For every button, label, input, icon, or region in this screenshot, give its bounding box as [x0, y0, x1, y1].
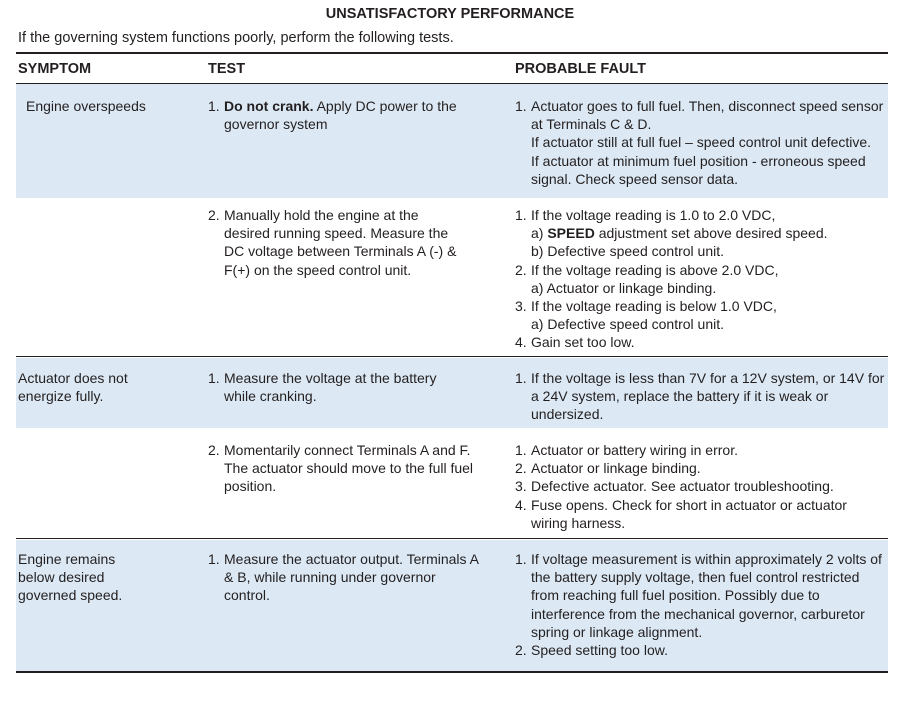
test-step — [208, 97, 483, 133]
fault-item — [515, 261, 891, 279]
fault-text: Actuator goes to full fuel. Then, disconnect speed sensor at Terminals C & D. — [531, 98, 884, 133]
step-text: Measure the voltage at the battery while cranking. — [224, 370, 437, 405]
fault-subitem: If actuator still at full fuel – speed control unit defective. — [531, 134, 872, 151]
fault-text: Actuator or battery wiring in error. — [531, 442, 738, 458]
fault-item — [515, 641, 887, 659]
fault-item — [515, 459, 885, 477]
fault-number: 1. — [515, 442, 527, 458]
fault-item — [515, 297, 891, 315]
fault-header: PROBABLE FAULT — [515, 61, 647, 77]
fault-item — [515, 97, 891, 133]
top-rule — [16, 52, 888, 54]
step-text: Measure the actuator output. Terminals A & B, while running under governor control. — [224, 551, 479, 604]
fault-text: Gain set too low. — [531, 334, 635, 351]
fault-number: 2. — [515, 460, 527, 477]
fault-item — [515, 496, 885, 532]
step-rest: Apply DC power to the governor system — [224, 98, 457, 133]
step-number: 1. — [208, 370, 220, 386]
fault-subitem: b) Defective speed control unit. — [531, 243, 724, 260]
fault-cell — [515, 369, 885, 424]
fault-cell — [515, 206, 891, 352]
fault-number: 3. — [515, 478, 527, 495]
test-cell — [208, 550, 480, 605]
page-title: UNSATISFACTORY PERFORMANCE — [325, 6, 575, 22]
fault-number: 1. — [515, 98, 527, 114]
step-text — [224, 97, 483, 133]
fault-sub-rest: adjustment set above desired speed. — [594, 225, 828, 242]
fault-number: 4. — [515, 496, 527, 513]
test-step — [208, 441, 483, 496]
test-cell — [208, 441, 483, 496]
test-step — [208, 550, 480, 605]
fault-number: 1. — [515, 370, 527, 386]
fault-cell — [515, 97, 891, 188]
test-cell — [208, 206, 468, 279]
symptom-cell: Actuator does not energize fully. — [18, 370, 128, 405]
fault-item — [515, 477, 885, 495]
fault-item — [515, 369, 885, 424]
fault-subitem — [515, 224, 891, 242]
step-number: 2. — [208, 442, 220, 458]
intro-text: If the governing system functions poorly, perform the following tests. — [18, 30, 454, 46]
fault-text: If the voltage is less than 7V for a 12V system, or 14V for a 24V system, replace the battery if it is weak or undersized. — [531, 370, 885, 423]
step-number: 1. — [208, 551, 220, 567]
fault-cell — [515, 441, 885, 532]
fault-cell — [515, 550, 887, 659]
test-cell — [208, 97, 483, 133]
fault-number: 3. — [515, 298, 527, 315]
fault-text: If the voltage reading is below 1.0 VDC, — [531, 298, 777, 315]
test-step — [208, 206, 468, 279]
fault-text: If the voltage reading is above 2.0 VDC, — [531, 261, 779, 278]
fault-number: 4. — [515, 334, 527, 351]
fault-sub-prefix: a) — [531, 225, 548, 242]
symptom-cell: Engine remains below desired governed speed. — [18, 551, 123, 604]
fault-number: 1. — [515, 207, 527, 223]
test-header: TEST — [208, 61, 246, 77]
group-divider — [16, 356, 888, 357]
fault-text: Speed setting too low. — [531, 642, 668, 659]
fault-text: Fuse opens. Check for short in actuator or actuator wiring harness. — [531, 496, 847, 531]
group-divider — [16, 538, 888, 539]
step-number: 1. — [208, 98, 220, 114]
fault-item — [515, 333, 891, 351]
fault-text: Actuator or linkage binding. — [531, 460, 701, 477]
fault-item — [515, 441, 885, 459]
step-text: Manually hold the engine at the desired running speed. Measure the DC voltage between Terminals A (-) & F(+) on the speed control unit. — [224, 207, 457, 278]
bottom-rule — [16, 671, 888, 673]
fault-subitem: a) Actuator or linkage binding. — [531, 279, 717, 296]
fault-number: 2. — [515, 642, 527, 659]
fault-number: 1. — [515, 551, 527, 567]
fault-text: If the voltage reading is 1.0 to 2.0 VDC, — [531, 207, 776, 223]
step-text: Momentarily connect Terminals A and F. The actuator should move to the full fuel position. — [224, 442, 474, 495]
fault-item — [515, 206, 891, 224]
fault-text: Defective actuator. See actuator troubleshooting. — [531, 478, 834, 495]
fault-item — [515, 550, 887, 641]
symptom-header: SYMPTOM — [18, 61, 92, 77]
fault-subitem: a) Defective speed control unit. — [531, 316, 724, 333]
test-cell — [208, 369, 468, 405]
fault-subitem: If actuator at minimum fuel position - erroneous speed signal. Check speed sensor data. — [531, 152, 866, 187]
fault-number: 2. — [515, 261, 527, 278]
speed-emphasis: SPEED — [547, 225, 595, 242]
fault-text: If voltage measurement is within approximately 2 volts of the battery supply voltage, then fuel control restricted from reaching full fuel position. Possibly due to interference from the mechanical governor, carburetor spring or linkage alignment. — [531, 551, 882, 640]
symptom-cell: Engine overspeeds — [26, 98, 146, 114]
test-step — [208, 369, 468, 405]
step-emphasis: Do not crank. — [224, 98, 314, 114]
step-number: 2. — [208, 207, 220, 223]
